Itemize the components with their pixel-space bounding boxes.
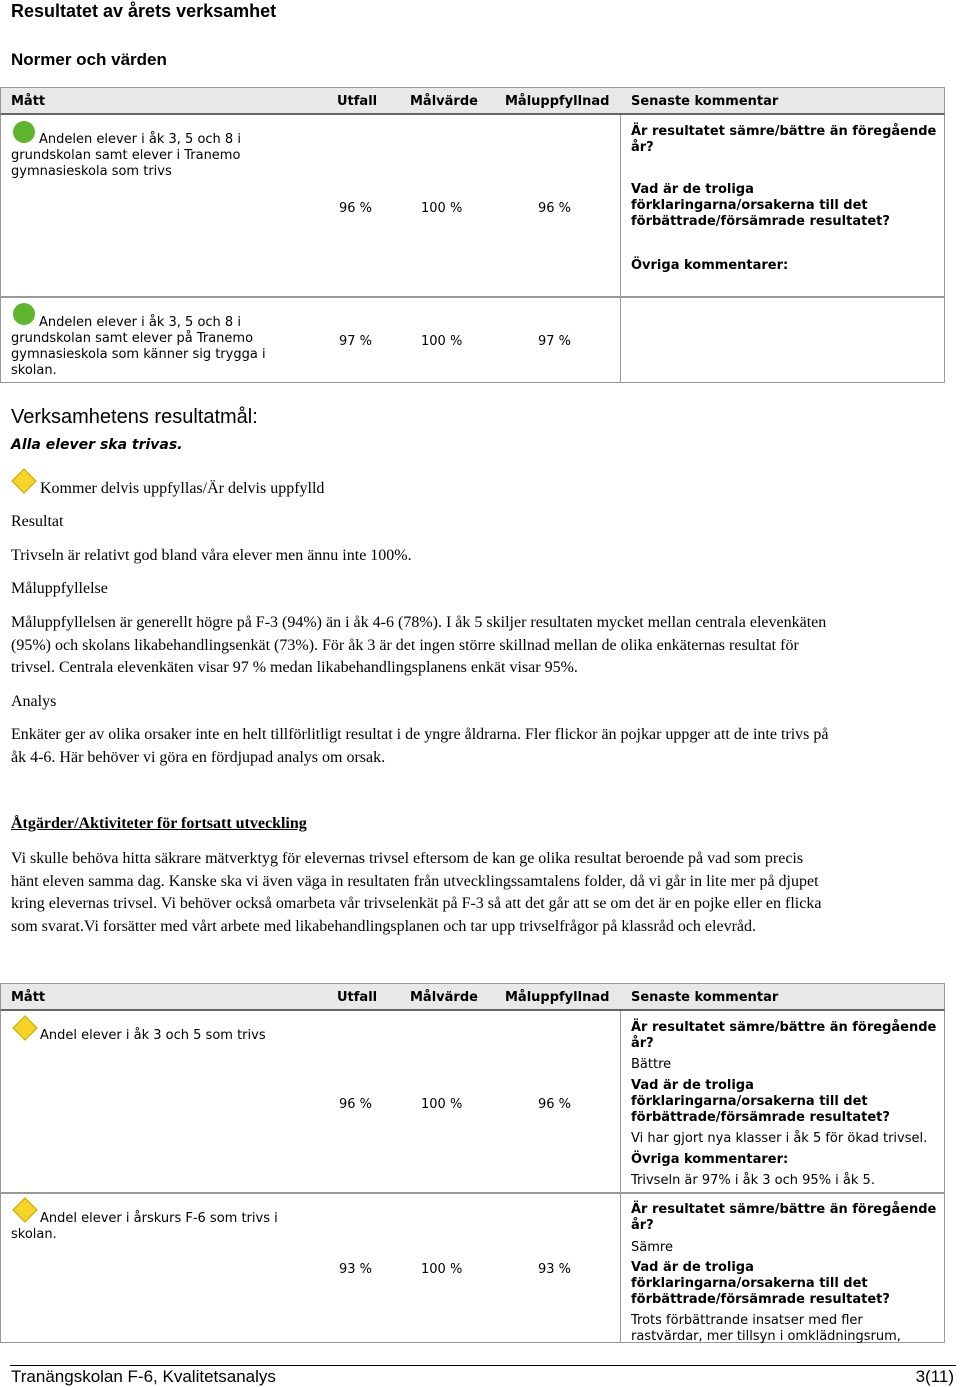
- atgarder-text: [11, 848, 956, 938]
- comment-answer-2: Vi har gjort nya klasser i åk 5 för ökad trivsel.: [631, 1131, 928, 1146]
- verksamhet-heading: Verksamhetens resultatmål:: [11, 406, 258, 428]
- status-label: Kommer delvis uppfyllas/Är delvis uppfylld: [40, 480, 325, 497]
- comment-question-1: Är resultatet sämre/bättre än föregående år?: [631, 124, 937, 155]
- maluppfyllnad-value: 97 %: [538, 334, 572, 349]
- comment-answer-1: Bättre: [631, 1057, 672, 1072]
- status-yellow-diamond-icon: [11, 468, 36, 493]
- col-malvarde: Målvärde: [410, 94, 478, 109]
- measure-label-line-1: Andel elever i årskurs F-6 som trivs i: [40, 1211, 278, 1226]
- atgarder-heading: Åtgärder/Aktiviteter för fortsatt utveckling: [11, 815, 307, 832]
- text-line: Enkäter ger av olika orsaker inte en helt tillförlitligt resultat i de yngre åldrarna. Fler flickor än pojkar uppger att de inte trivs på: [11, 726, 829, 743]
- text-line: Måluppfyllelsen är generellt högre på F-3 (94%) än i åk 4-6 (78%). I åk 5 skiljer resultaten mycket mellan centrala elevenkäten: [11, 614, 827, 631]
- table-row: [0, 297, 945, 383]
- comment-question-3: Övriga kommentarer:: [631, 1152, 789, 1167]
- column-divider: [620, 1194, 621, 1343]
- maluppfyllnad-value: 96 %: [538, 1097, 572, 1112]
- comment-question-3: Övriga kommentarer:: [631, 258, 789, 273]
- table-row: [0, 115, 945, 297]
- status-yellow-diamond-icon: [12, 1015, 37, 1040]
- col-utfall: Utfall: [337, 990, 378, 1005]
- measure-label-line-2: skolan.: [11, 1227, 57, 1242]
- col-matt: Mått: [11, 990, 46, 1005]
- maluppfyllelse-heading: Måluppfyllelse: [11, 580, 108, 597]
- section-title: Normer och värden: [11, 50, 167, 69]
- text-line: hänt eleven samma dag. Kanske ska vi även väga in resultaten från utvecklingssamtalens folder, då vi går in lite mer på djupet: [11, 872, 819, 890]
- column-divider: [620, 115, 621, 296]
- page-title: Resultatet av årets verksamhet: [11, 1, 277, 21]
- malvarde-value: 100 %: [421, 1262, 463, 1277]
- malvarde-value: 100 %: [421, 334, 463, 349]
- comment-answer-1: Sämre: [631, 1240, 673, 1255]
- text-line: Vi skulle behöva hitta säkrare mätverktyg för elevernas trivsel eftersom de kan ge olika resultat beroende på vad som precis: [11, 850, 804, 867]
- text-line: kring elevernas trivsel. Vi behöver också omarbeta vår trivselenkät på F-3 så att det går att se om det är en pojke eller en flicka: [11, 895, 822, 912]
- col-kommentar: Senaste kommentar: [631, 94, 779, 109]
- maluppfyllelse-text: [11, 612, 956, 680]
- utfall-value: 97 %: [339, 334, 373, 349]
- footer-left: Tranängskolan F-6, Kvalitetsanalys: [11, 1367, 276, 1386]
- comment-answer-2-line-2: rastvärdar, mer tillsyn i omklädningsrum,: [631, 1329, 901, 1344]
- maluppfyllnad-value: 96 %: [538, 201, 572, 216]
- measure-label: Andelen elever i åk 3, 5 och 8 i grundskolan samt elever i Tranemo gymnasieskola som trivs: [11, 132, 241, 179]
- comment-question-2: Vad är de troliga förklaringarna/orsakerna till det förbättrade/försämrade resultatet?: [631, 182, 890, 229]
- footer-divider: [10, 1365, 956, 1366]
- status-yellow-diamond-icon: [12, 1197, 37, 1222]
- col-kommentar: Senaste kommentar: [631, 990, 779, 1005]
- table-row: [0, 1011, 945, 1193]
- measure-label: Andelen elever i åk 3, 5 och 8 i grundskolan samt elever på Tranemo gymnasieskola som känner sig trygga i skolan.: [11, 315, 266, 378]
- comment-answer-2-line-1: Trots förbättrande insatser med fler: [631, 1313, 863, 1328]
- text-line: åk 4-6. Här behöver vi göra en fördjupad analys om orsak.: [11, 748, 386, 766]
- comment-question-1: Är resultatet sämre/bättre än föregående år?: [631, 1020, 937, 1051]
- text-line: (95%) och skolans likabehandlingsenkät (73%). För åk 3 är det ingen större skillnad mellan de olika enkäternas resultat för: [11, 636, 799, 654]
- comment-question-2: Vad är de troliga förklaringarna/orsakerna till det förbättrade/försämrade resultatet?: [631, 1078, 890, 1125]
- col-utfall: Utfall: [337, 94, 378, 109]
- col-matt: Mått: [11, 94, 46, 109]
- comment-question-1: Är resultatet sämre/bättre än föregående år?: [631, 1202, 937, 1233]
- comment-answer-3: Trivseln är 97% i åk 3 och 95% i åk 5.: [631, 1173, 875, 1188]
- resultat-text: Trivseln är relativt god bland våra elever men ännu inte 100%.: [11, 547, 412, 564]
- col-maluppfyllnad: Måluppfyllnad: [505, 94, 610, 109]
- comment-question-2: Vad är de troliga förklaringarna/orsakerna till det förbättrade/försämrade resultatet?: [631, 1260, 890, 1307]
- utfall-value: 96 %: [339, 201, 373, 216]
- col-malvarde: Målvärde: [410, 990, 478, 1005]
- column-divider: [620, 298, 621, 383]
- text-line: som svarat.Vi forsätter med vårt arbete med likabehandlingsplanen och tar upp trivselfrågor på klassråd och elevråd.: [11, 917, 756, 935]
- analys-text: [11, 724, 956, 769]
- utfall-value: 93 %: [339, 1262, 373, 1277]
- column-divider: [620, 1011, 621, 1192]
- measure-label: Andel elever i åk 3 och 5 som trivs: [40, 1028, 266, 1043]
- col-maluppfyllnad: Måluppfyllnad: [505, 990, 610, 1005]
- malvarde-value: 100 %: [421, 201, 463, 216]
- analys-heading: Analys: [11, 693, 57, 710]
- maluppfyllnad-value: 93 %: [538, 1262, 572, 1277]
- text-line: trivsel. Centrala elevenkäten visar 97 % medan likabehandlingsplanens enkät visar 95%.: [11, 659, 578, 676]
- table-header: [0, 983, 945, 1011]
- table-header: [0, 87, 945, 115]
- malvarde-value: 100 %: [421, 1097, 463, 1112]
- resultat-heading: Resultat: [11, 513, 64, 530]
- table-row: [0, 1193, 945, 1343]
- verksamhet-goal: Alla elever ska trivas.: [11, 437, 183, 453]
- footer-page-number: 3(11): [915, 1367, 954, 1386]
- utfall-value: 96 %: [339, 1097, 373, 1112]
